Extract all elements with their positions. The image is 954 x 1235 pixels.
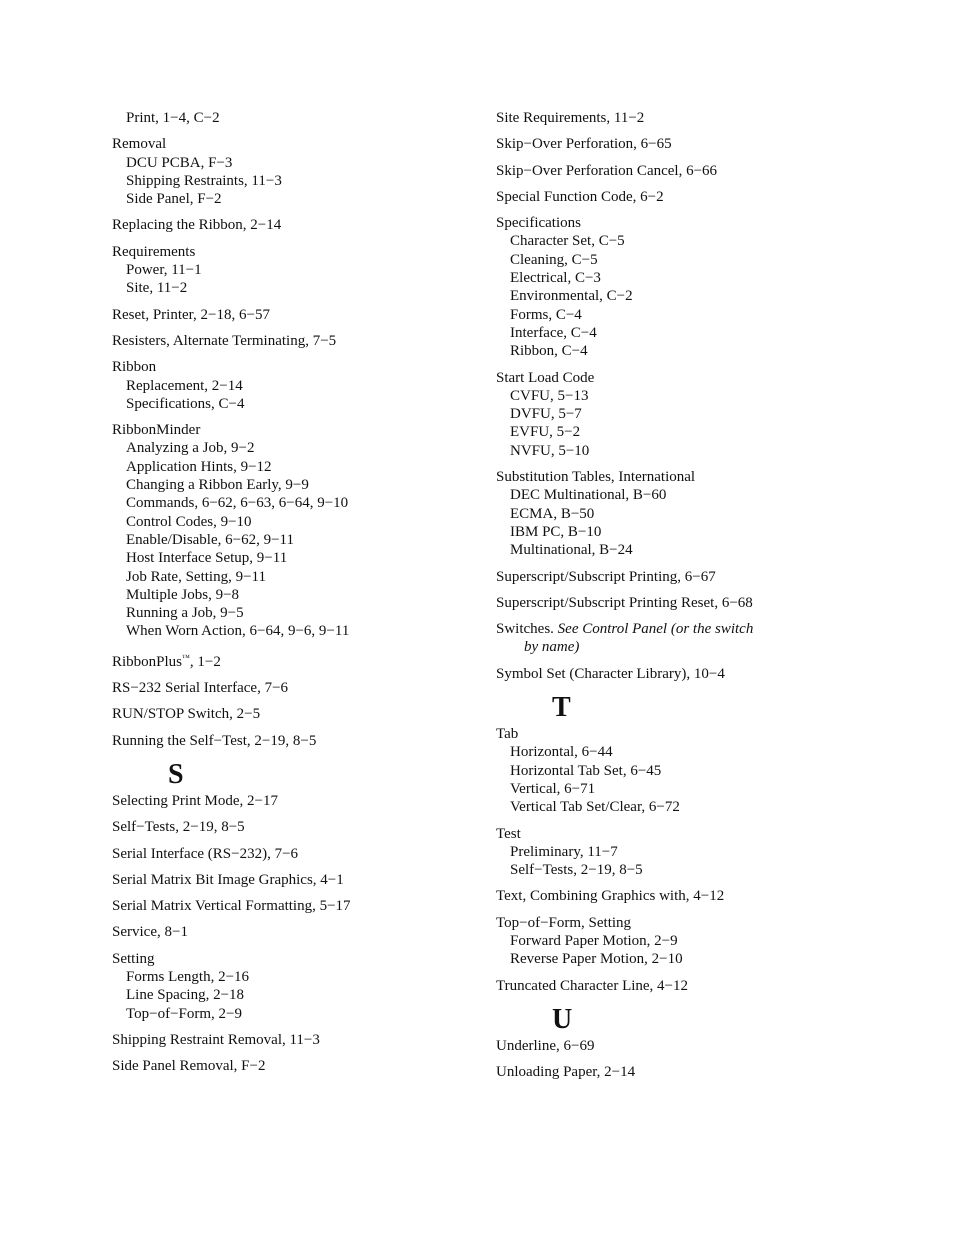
index-heading-text: Underline, 6−69 — [496, 1037, 595, 1054]
index-subentry: Preliminary, 11−7 — [510, 843, 618, 860]
index-subentry: ECMA, B−50 — [510, 505, 595, 522]
index-heading-text: Skip−Over Perforation, 6−65 — [496, 136, 672, 153]
index-entry — [112, 243, 472, 298]
index-heading-text: Skip−Over Perforation Cancel, 6−66 — [496, 162, 718, 179]
index-heading — [112, 845, 472, 863]
index-heading — [496, 620, 856, 638]
index-subentry: Multinational, B−24 — [510, 542, 633, 559]
index-subentry: Vertical Tab Set/Clear, 6−72 — [510, 799, 680, 816]
index-heading — [112, 216, 472, 234]
index-heading — [496, 468, 856, 486]
index-entry — [496, 594, 856, 612]
index-subentry: Cleaning, C−5 — [510, 251, 598, 268]
index-heading-text: Special Function Code, 6−2 — [496, 188, 664, 205]
index-heading-text: Specifications — [496, 215, 581, 232]
index-entry — [496, 109, 856, 127]
index-heading — [112, 243, 472, 261]
index-entry — [112, 649, 472, 671]
index-heading — [112, 818, 472, 836]
index-subentry: Forms, C−4 — [510, 306, 582, 323]
index-subentry: DVFU, 5−7 — [510, 406, 582, 423]
section-letter-u: U — [552, 1003, 573, 1035]
index-subentry: Multiple Jobs, 9−8 — [126, 586, 240, 603]
index-subentry: Character Set, C−5 — [510, 233, 625, 250]
index-entry — [496, 620, 856, 657]
index-heading — [112, 923, 472, 941]
index-entry — [496, 188, 856, 206]
index-heading-text: Setting — [112, 950, 155, 967]
index-page-ref: , 1−2 — [189, 653, 221, 670]
index-entry — [112, 845, 472, 863]
index-heading-text: Superscript/Subscript Printing, 6−67 — [496, 568, 716, 585]
index-entry — [496, 887, 856, 905]
index-heading-text: RS−232 Serial Interface, 7−6 — [112, 680, 289, 697]
index-entry — [112, 705, 472, 723]
index-subentry: Side Panel, F−2 — [126, 191, 222, 208]
index-heading-text: Selecting Print Mode, 2−17 — [112, 792, 278, 809]
index-heading-text: Self−Tests, 2−19, 8−5 — [112, 819, 245, 836]
index-subentry: Top−of−Form, 2−9 — [126, 1005, 242, 1022]
index-subentry: Job Rate, Setting, 9−11 — [126, 568, 266, 585]
index-entry — [496, 1037, 856, 1055]
index-heading-text: Substitution Tables, International — [496, 469, 696, 486]
index-subentry: IBM PC, B−10 — [510, 523, 602, 540]
index-entry — [112, 818, 472, 836]
index-subentry: Forms Length, 2−16 — [126, 968, 250, 985]
index-subentry: Host Interface Setup, 9−11 — [126, 550, 288, 567]
index-heading-text: Symbol Set (Character Library), 10−4 — [496, 665, 725, 682]
index-entry — [112, 923, 472, 941]
index-entry — [112, 897, 472, 915]
index-entry — [112, 732, 472, 750]
index-entry — [112, 871, 472, 889]
index-heading — [496, 162, 856, 180]
index-heading — [112, 358, 472, 376]
index-heading — [112, 679, 472, 697]
index-heading-text: Start Load Code — [496, 369, 595, 386]
index-entry — [496, 162, 856, 180]
index-heading-text: Service, 8−1 — [112, 924, 188, 941]
index-column-left — [112, 109, 472, 1083]
index-entry — [112, 792, 472, 810]
index-heading — [496, 135, 856, 153]
index-entry — [496, 825, 856, 880]
index-heading — [112, 705, 472, 723]
index-entry — [112, 216, 472, 234]
index-heading — [112, 649, 472, 671]
index-heading-text: RibbonMinder — [112, 422, 201, 439]
index-heading-text: Ribbon — [112, 359, 157, 376]
index-heading — [112, 950, 472, 968]
index-entry — [496, 977, 856, 995]
index-subentry: Vertical, 6−71 — [510, 780, 596, 797]
index-entry — [496, 1063, 856, 1081]
index-subentry: Site, 11−2 — [126, 280, 188, 297]
index-heading — [112, 1057, 472, 1075]
index-heading — [496, 914, 856, 932]
index-subentry: DCU PCBA, F−3 — [126, 154, 233, 171]
index-heading-text: Serial Matrix Vertical Formatting, 5−17 — [112, 898, 351, 915]
index-heading-text: Side Panel Removal, F−2 — [112, 1058, 266, 1075]
index-heading — [496, 825, 856, 843]
index-subentry: Interface, C−4 — [510, 324, 597, 341]
index-subentry: DEC Multinational, B−60 — [510, 487, 667, 504]
index-subentry: When Worn Action, 6−64, 9−6, 9−11 — [126, 623, 350, 640]
index-entry — [112, 421, 472, 641]
index-subentry: Reverse Paper Motion, 2−10 — [510, 951, 683, 968]
index-heading — [112, 135, 472, 153]
index-heading-text: Text, Combining Graphics with, 4−12 — [496, 888, 725, 905]
index-heading-text: Site Requirements, 11−2 — [496, 110, 645, 126]
index-heading — [496, 665, 856, 683]
index-subentry: Horizontal, 6−44 — [510, 744, 613, 761]
index-heading-text: Unloading Paper, 2−14 — [496, 1064, 636, 1081]
index-subentry: Control Codes, 9−10 — [126, 513, 252, 530]
section-letter-t: T — [552, 692, 571, 724]
index-entry — [496, 665, 856, 683]
index-entry — [112, 950, 472, 1023]
index-heading — [496, 214, 856, 232]
index-heading-text: Top−of−Form, Setting — [496, 914, 632, 931]
index-subentry: Self−Tests, 2−19, 8−5 — [510, 862, 643, 879]
index-heading-text: RibbonPlus — [112, 653, 183, 670]
index-subentry: Ribbon, C−4 — [510, 343, 588, 360]
index-heading — [496, 725, 856, 743]
index-entry — [496, 568, 856, 586]
index-subentry: EVFU, 5−2 — [510, 424, 581, 441]
index-heading-text: Test — [496, 825, 521, 842]
index-heading-text: Serial Interface (RS−232), 7−6 — [112, 845, 299, 862]
trademark-symbol: ™ — [182, 652, 190, 662]
index-entry — [496, 214, 856, 360]
index-entry — [112, 135, 472, 208]
index-subentry: Changing a Ribbon Early, 9−9 — [126, 477, 309, 494]
index-entry — [496, 468, 856, 559]
index-heading — [496, 369, 856, 387]
index-subentry: Replacement, 2−14 — [126, 377, 243, 394]
index-entry — [112, 1057, 472, 1075]
index-heading — [496, 109, 856, 127]
index-heading-text: Serial Matrix Bit Image Graphics, 4−1 — [112, 871, 344, 888]
index-heading — [496, 1037, 856, 1055]
index-heading — [496, 568, 856, 586]
index-subentry: Enable/Disable, 6−62, 9−11 — [126, 531, 294, 548]
index-entry — [496, 135, 856, 153]
see-reference-continued: by name) — [524, 639, 580, 656]
index-heading-text: Truncated Character Line, 4−12 — [496, 977, 689, 994]
index-heading — [112, 421, 472, 439]
index-entry — [112, 306, 472, 324]
index-subentry: CVFU, 5−13 — [510, 387, 589, 404]
index-subentry: NVFU, 5−10 — [510, 442, 590, 459]
index-heading — [496, 188, 856, 206]
index-column-right — [496, 109, 856, 1089]
index-subentry: Analyzing a Job, 9−2 — [126, 440, 255, 457]
index-heading — [112, 732, 472, 750]
index-heading — [112, 306, 472, 324]
index-heading-text: RUN/STOP Switch, 2−5 — [112, 706, 261, 723]
index-heading — [496, 887, 856, 905]
index-entry — [112, 1031, 472, 1049]
index-heading — [112, 332, 472, 350]
index-heading — [112, 897, 472, 915]
see-reference: See Control Panel (or the switch — [557, 621, 754, 638]
index-heading-text: Superscript/Subscript Printing Reset, 6−68 — [496, 594, 753, 611]
index-heading — [496, 977, 856, 995]
index-heading — [496, 594, 856, 612]
index-subentry: Running a Job, 9−5 — [126, 605, 244, 622]
index-heading-text: Switches. — [496, 621, 554, 638]
index-subentry: Line Spacing, 2−18 — [126, 987, 245, 1004]
index-entry — [496, 369, 856, 460]
index-entry — [496, 914, 856, 969]
index-heading — [112, 1031, 472, 1049]
index-entry — [112, 332, 472, 350]
section-letter-s: S — [168, 758, 184, 790]
index-entry — [496, 725, 856, 816]
index-subentry: Print, 1−4, C−2 — [126, 110, 220, 126]
index-heading-text: Shipping Restraint Removal, 11−3 — [112, 1031, 320, 1048]
index-heading-text: Resisters, Alternate Terminating, 7−5 — [112, 332, 337, 349]
index-heading — [112, 871, 472, 889]
index-heading-text: Tab — [496, 726, 519, 743]
index-heading-text: Requirements — [112, 243, 196, 260]
index-heading — [112, 792, 472, 810]
index-heading-text: Replacing the Ribbon, 2−14 — [112, 217, 282, 234]
index-subentry: Horizontal Tab Set, 6−45 — [510, 762, 662, 779]
index-subentry: Electrical, C−3 — [510, 270, 601, 287]
index-subentry: Shipping Restraints, 11−3 — [126, 172, 282, 189]
index-subentry: Specifications, C−4 — [126, 395, 245, 412]
index-subentry: Commands, 6−62, 6−63, 6−64, 9−10 — [126, 495, 349, 512]
index-heading-text: Reset, Printer, 2−18, 6−57 — [112, 306, 270, 323]
index-heading-text: Running the Self−Test, 2−19, 8−5 — [112, 732, 317, 749]
index-entry — [112, 679, 472, 697]
index-entry — [112, 358, 472, 413]
index-subentry: Forward Paper Motion, 2−9 — [510, 932, 678, 949]
index-subentry: Application Hints, 9−12 — [126, 458, 272, 475]
index-entry — [112, 109, 472, 127]
index-heading-text: Removal — [112, 136, 167, 153]
index-subentry: Environmental, C−2 — [510, 288, 633, 305]
index-heading — [496, 1063, 856, 1081]
index-subentry: Power, 11−1 — [126, 262, 202, 279]
